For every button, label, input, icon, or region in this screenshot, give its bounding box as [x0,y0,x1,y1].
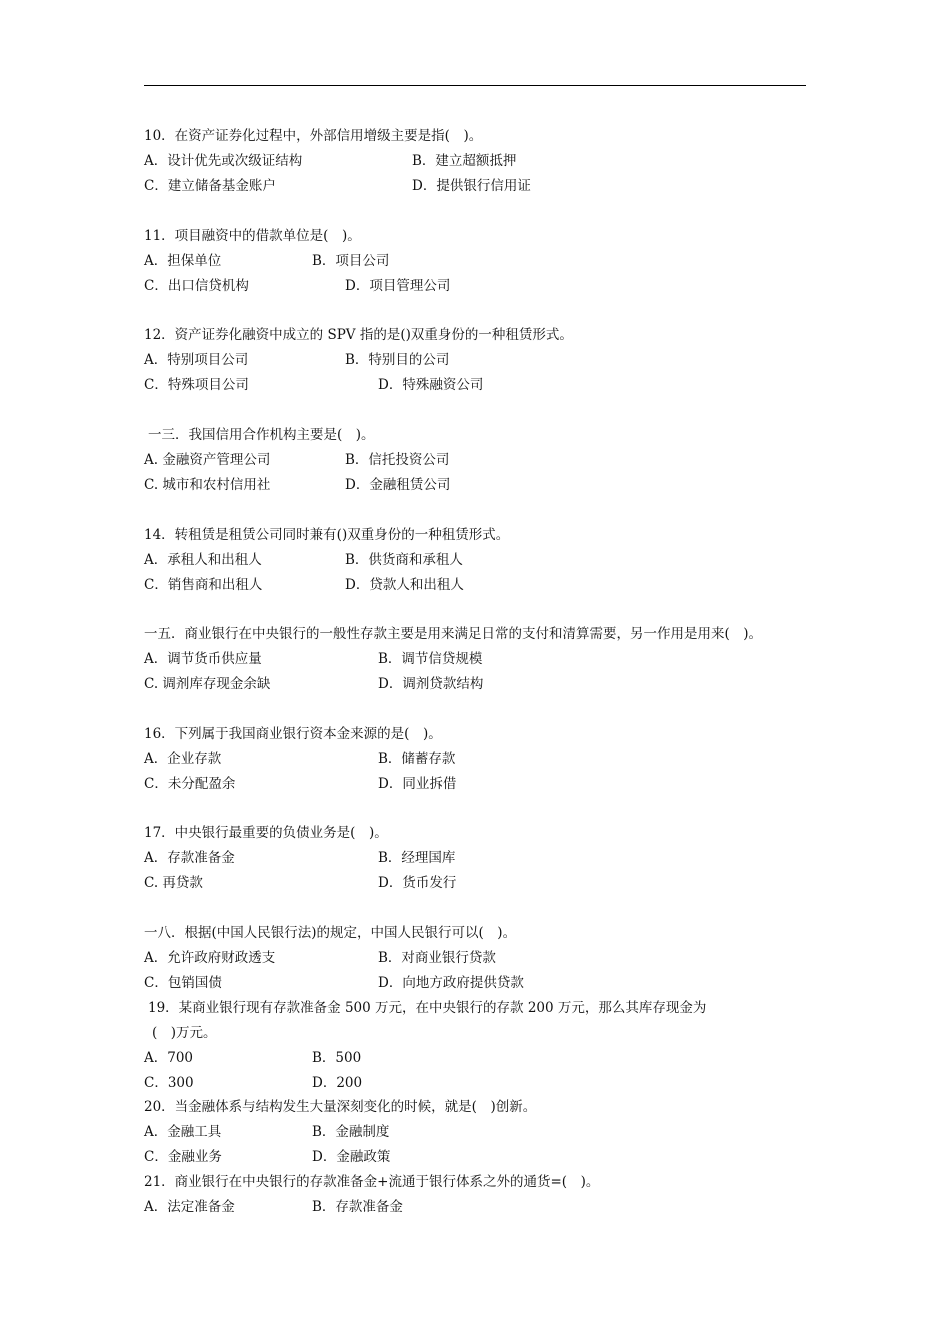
q14-option-d: D．贷款人和出租人 [345,577,464,593]
q14-option-a: A．承租人和出租人 [144,552,262,568]
q17-option-d: D．货币发行 [378,875,457,891]
q14-option-b: B．供货商和承租人 [345,552,463,568]
header-rule [144,85,806,86]
q18-stem: 一八．根据(中国人民银行法)的规定，中国人民银行可以( )。 [144,925,517,941]
q18-option-a: A．允许政府财政透支 [144,950,276,966]
q12-option-a: A．特别项目公司 [144,352,249,368]
q11-option-c: C．出口信贷机构 [144,278,249,294]
q21-stem: 21．商业银行在中央银行的存款准备金+流通于银行体系之外的通货=( )。 [144,1174,600,1190]
q15-stem: 一五．商业银行在中央银行的一般性存款主要是用来满足日常的支付和清算需要，另一作用是用来( )。 [144,626,763,642]
q13-option-a: A. 金融资产管理公司 [144,452,271,468]
q19-stem-line1: 19．某商业银行现有存款准备金 500 万元，在中央银行的存款 200 万元，那么其库存现金为 [148,1000,707,1016]
q14-stem: 14．转租赁是租赁公司同时兼有()双重身份的一种租赁形式。 [144,527,510,543]
q16-option-b: B．储蓄存款 [378,751,456,767]
q11-option-b: B．项目公司 [312,253,390,269]
q11-option-a: A．担保单位 [144,253,222,269]
q15-option-a: A．调节货币供应量 [144,651,262,667]
q12-option-d: D．特殊融资公司 [378,377,484,393]
q13-option-b: B．信托投资公司 [345,452,450,468]
q10-stem: 10．在资产证券化过程中，外部信用增级主要是指( )。 [144,128,483,144]
q20-option-d: D．金融政策 [312,1149,391,1165]
q20-option-c: C．金融业务 [144,1149,222,1165]
q16-option-a: A．企业存款 [144,751,222,767]
q19-option-c: C．300 [144,1075,194,1091]
q12-option-b: B．特别目的公司 [345,352,450,368]
q16-stem: 16．下列属于我国商业银行资本金来源的是( )。 [144,726,442,742]
q20-option-b: B．金融制度 [312,1124,390,1140]
q12-option-c: C．特殊项目公司 [144,377,249,393]
q16-option-d: D．同业拆借 [378,776,457,792]
q10-option-d: D．提供银行信用证 [412,178,531,194]
q19-option-a: A．700 [144,1050,194,1066]
q20-option-a: A．金融工具 [144,1124,222,1140]
q13-option-c: C. 城市和农村信用社 [144,477,271,493]
q15-option-b: B．调节信贷规模 [378,651,483,667]
q21-option-a: A．法定准备金 [144,1199,235,1215]
q17-option-c: C. 再贷款 [144,875,203,891]
q17-option-b: B．经理国库 [378,850,456,866]
q15-option-c: C. 调剂库存现金余缺 [144,676,271,692]
q13-stem: 一三．我国信用合作机构主要是( )。 [148,427,375,443]
q15-option-d: D．调剂贷款结构 [378,676,484,692]
q14-option-c: C．销售商和出租人 [144,577,263,593]
q19-stem-line2: ( )万元。 [152,1025,217,1041]
q17-option-a: A．存款准备金 [144,850,235,866]
q19-option-d: D．200 [312,1075,363,1091]
q12-stem: 12．资产证券化融资中成立的 SPV 指的是()双重身份的一种租赁形式。 [144,327,573,343]
q11-stem: 11．项目融资中的借款单位是( )。 [144,228,361,244]
q10-option-a: A．设计优先或次级证结构 [144,153,303,169]
q19-option-b: B．500 [312,1050,362,1066]
q18-option-b: B．对商业银行贷款 [378,950,496,966]
q11-option-d: D．项目管理公司 [345,278,451,294]
q21-option-b: B．存款准备金 [312,1199,403,1215]
q17-stem: 17．中央银行最重要的负债业务是( )。 [144,825,388,841]
q18-option-c: C．包销国债 [144,975,222,991]
q20-stem: 20．当金融体系与结构发生大量深刻变化的时候，就是( )创新。 [144,1099,537,1115]
q10-option-c: C．建立储备基金账户 [144,178,276,194]
q13-option-d: D．金融租赁公司 [345,477,451,493]
q18-option-d: D．向地方政府提供贷款 [378,975,524,991]
q10-option-b: B．建立超额抵押 [412,153,517,169]
q16-option-c: C．未分配盈余 [144,776,236,792]
